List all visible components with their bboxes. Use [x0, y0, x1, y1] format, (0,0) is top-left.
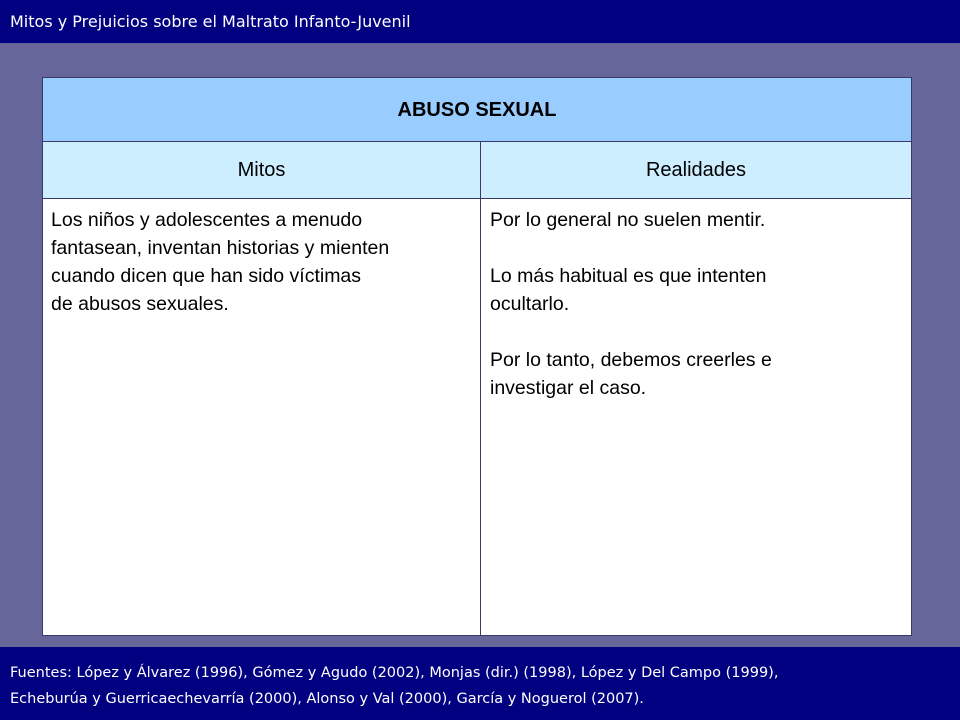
realidades-paragraph: Por lo general no suelen mentir.: [490, 209, 766, 231]
column-header-mitos: Mitos: [237, 159, 286, 181]
realidades-paragraph: Lo más habitual es que intenten ocultarlo.: [490, 265, 767, 315]
slide-header-bar: [0, 0, 960, 43]
column-header-row: [43, 142, 911, 199]
mitos-text: Los niños y adolescentes a menudo fantasean, inventan historias y mienten cuando dicen que han sido víctimas de abusos sexuales.: [51, 209, 390, 315]
table-title: ABUSO SEXUAL: [43, 78, 911, 142]
mitos-cell: [43, 199, 480, 318]
sources-footer: [0, 647, 960, 720]
realidades-paragraph: Por lo tanto, debemos creerles e investigar el caso.: [490, 349, 772, 399]
myths-realities-table: [42, 77, 912, 636]
realidades-cell: [481, 199, 911, 402]
slide-title: Mitos y Prejuicios sobre el Maltrato Infanto-Juvenil: [10, 12, 411, 31]
column-header-realidades: Realidades: [645, 159, 747, 181]
sources-line: Echeburúa y Guerricaechevarría (2000), Alonso y Val (2000), García y Noguerol (2007).: [10, 691, 644, 707]
sources-line: Fuentes: López y Álvarez (1996), Gómez y Agudo (2002), Monjas (dir.) (1998), López y Del Campo (1999),: [10, 665, 779, 681]
